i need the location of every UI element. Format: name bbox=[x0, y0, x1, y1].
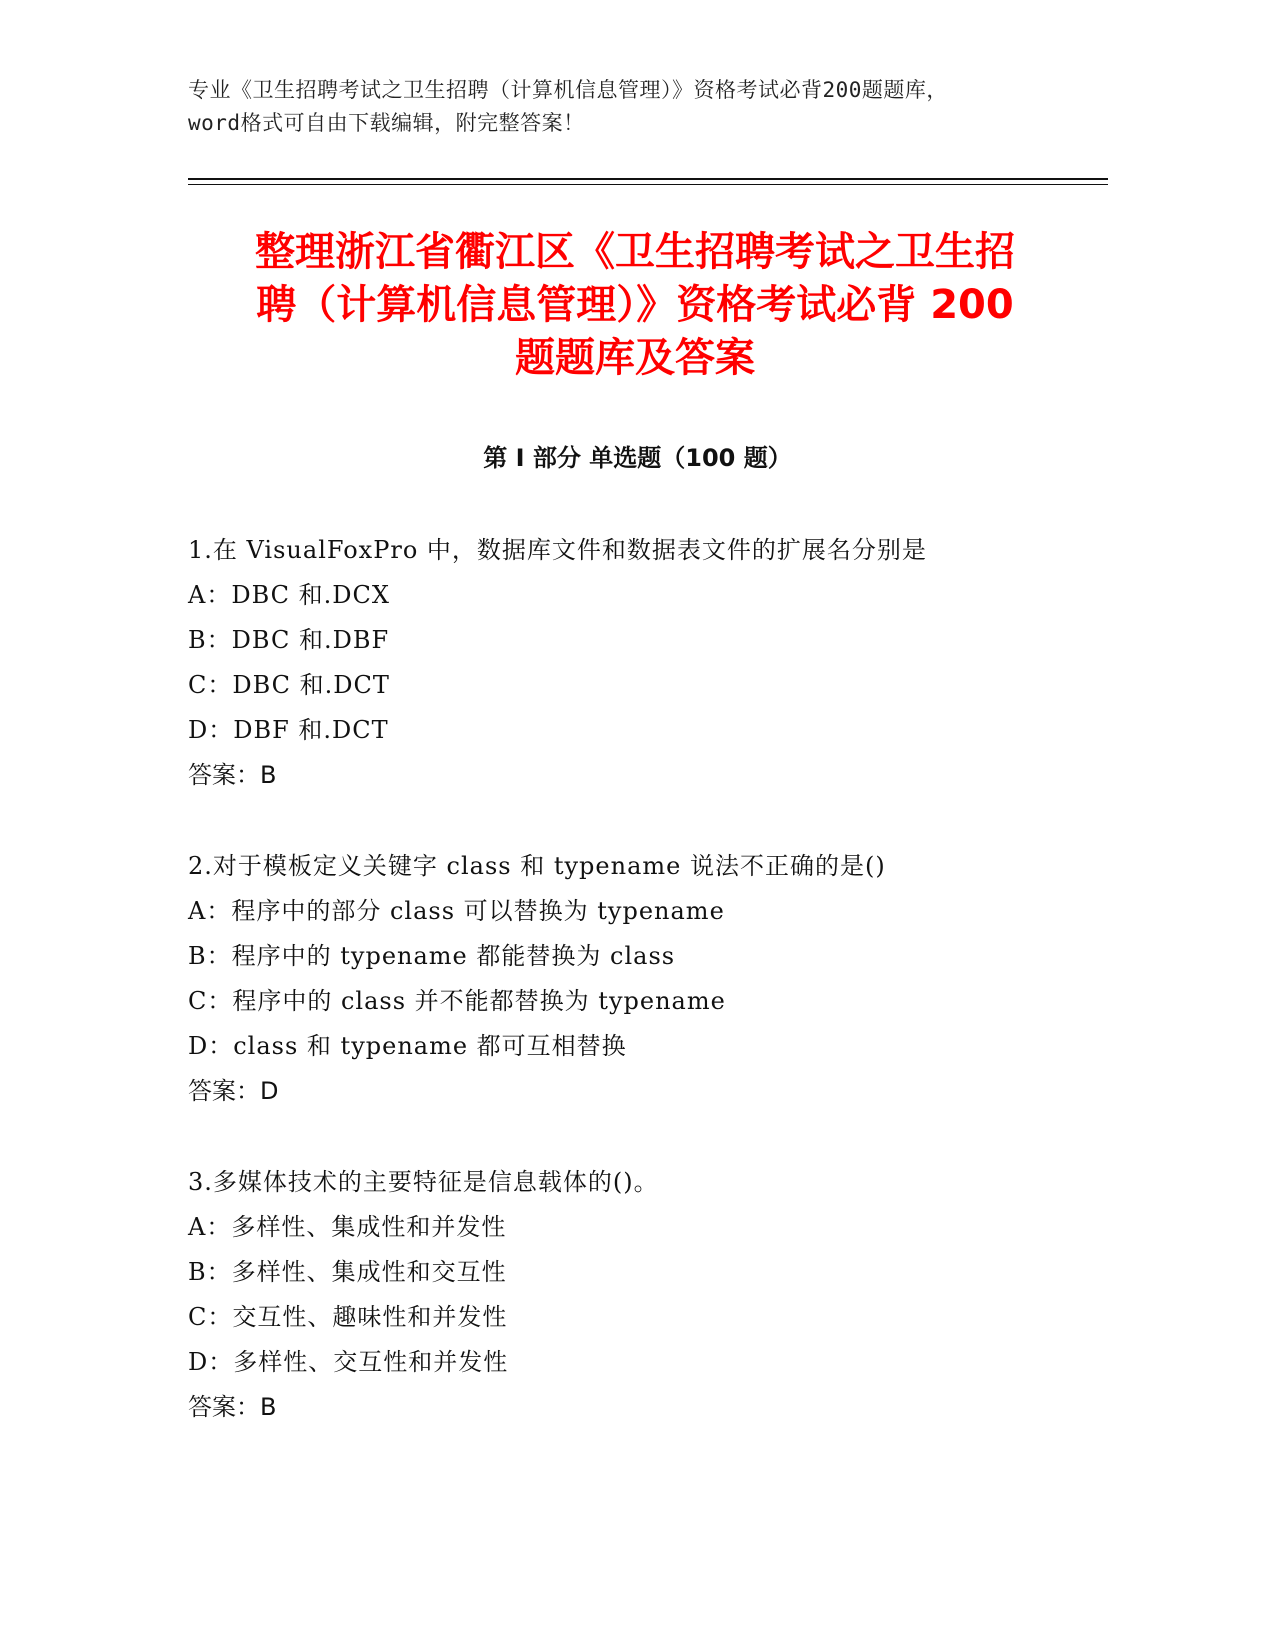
question-stem: 3.多媒体技术的主要特征是信息载体的()。 bbox=[188, 1168, 659, 1196]
header-note bbox=[188, 74, 1088, 140]
document-title-line-1: 整理浙江省衢江区《卫生招聘考试之卫生招 bbox=[255, 229, 1015, 275]
question-list bbox=[188, 528, 1108, 1476]
option-d: D：DBF 和.DCT bbox=[188, 716, 389, 744]
document-title bbox=[190, 226, 1080, 385]
option-a: A：DBC 和.DCX bbox=[188, 581, 390, 609]
answer-key: 答案：B bbox=[188, 761, 277, 789]
answer-key: 答案：D bbox=[188, 1077, 279, 1105]
header-note-line-2: word格式可自由下载编辑，附完整答案！ bbox=[188, 111, 585, 135]
question-2 bbox=[188, 844, 1108, 1114]
header-note-line-1: 专业《卫生招聘考试之卫生招聘（计算机信息管理）》资格考试必背200题题库， bbox=[188, 78, 948, 102]
option-d: D：多样性、交互性和并发性 bbox=[188, 1348, 509, 1376]
option-b: B：程序中的 typename 都能替换为 class bbox=[188, 942, 676, 970]
option-a: A：多样性、集成性和并发性 bbox=[188, 1213, 507, 1241]
document-title-line-3: 题题库及答案 bbox=[515, 335, 755, 381]
option-c: C：程序中的 class 并不能都替换为 typename bbox=[188, 987, 726, 1015]
question-3 bbox=[188, 1160, 1108, 1430]
answer-key: 答案：B bbox=[188, 1393, 277, 1421]
header-divider-thick bbox=[188, 178, 1108, 180]
document-title-line-2: 聘（计算机信息管理）》资格考试必背 200 bbox=[256, 282, 1014, 328]
question-1 bbox=[188, 528, 1108, 798]
option-a: A：程序中的部分 class 可以替换为 typename bbox=[188, 897, 725, 925]
header-divider-thin bbox=[188, 184, 1108, 185]
option-c: C：交互性、趣味性和并发性 bbox=[188, 1303, 508, 1331]
option-c: C：DBC 和.DCT bbox=[188, 671, 390, 699]
option-b: B：DBC 和.DBF bbox=[188, 626, 390, 654]
section-heading: 第 I 部分 单选题（100 题） bbox=[483, 444, 792, 472]
question-stem: 1.在 VisualFoxPro 中，数据库文件和数据表文件的扩展名分别是 bbox=[188, 536, 927, 564]
question-stem: 2.对于模板定义关键字 class 和 typename 说法不正确的是() bbox=[188, 852, 886, 880]
option-d: D：class 和 typename 都可互相替换 bbox=[188, 1032, 627, 1060]
option-b: B：多样性、集成性和交互性 bbox=[188, 1258, 507, 1286]
